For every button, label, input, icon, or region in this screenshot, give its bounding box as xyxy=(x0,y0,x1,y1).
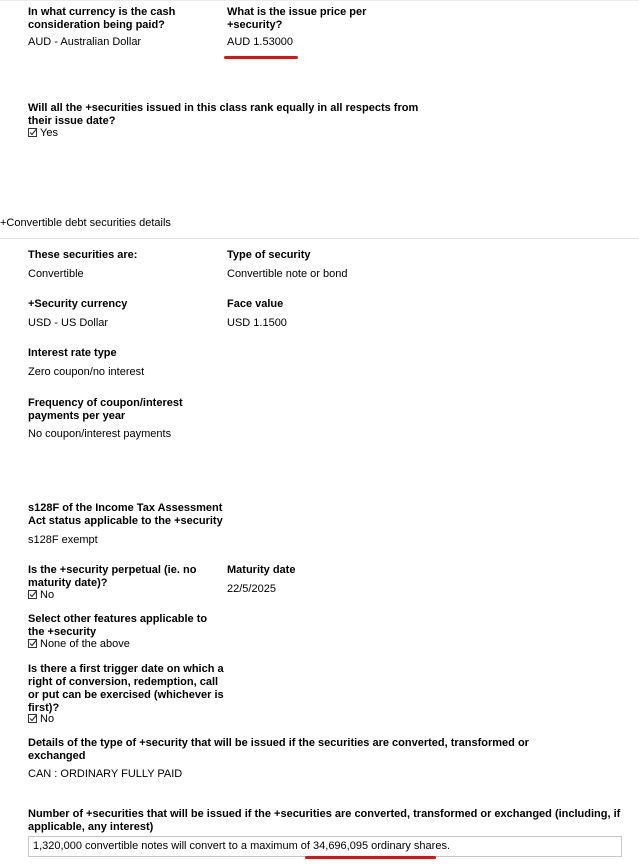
checkbox-checked-icon xyxy=(28,128,37,137)
checkbox-checked-icon xyxy=(28,590,37,599)
trigger-date-question: Is there a first trigger date on which a right of conversion, redemption, call or put can be exercised (whichever is first)? xyxy=(28,663,224,714)
section-divider xyxy=(0,238,639,239)
frequency-answer: No coupon/interest payments xyxy=(28,428,172,440)
maturity-date-answer: 22/5/2025 xyxy=(227,583,276,595)
top-divider xyxy=(0,0,639,1)
number-of-securities-answer: 1,320,000 convertible notes will convert to a maximum of 34,696,095 ordinary shares. xyxy=(28,836,622,857)
s128f-question: s128F of the Income Tax Assessment Act status applicable to the +security xyxy=(28,502,223,527)
perpetual-question: Is the +security perpetual (ie. no maturity date)? xyxy=(28,564,197,589)
issue-price-answer: AUD 1.53000 xyxy=(227,36,294,48)
red-underline-annotation xyxy=(305,856,436,859)
red-underline-annotation xyxy=(224,56,298,59)
maturity-date-question: Maturity date xyxy=(227,564,296,576)
currency-question: In what currency is the cash consideration being paid? xyxy=(28,6,176,31)
trigger-date-answer: No xyxy=(28,713,54,726)
securities-are-answer: Convertible xyxy=(28,268,84,280)
interest-rate-type-answer: Zero coupon/no interest xyxy=(28,366,145,378)
securities-are-question: These securities are: xyxy=(28,249,138,261)
face-value-question: Face value xyxy=(227,298,284,310)
number-of-securities-question: Number of +securities that will be issued if the +securities are converted, transformed or exchanged (including, if applicable, any interest) xyxy=(28,808,621,833)
frequency-question: Frequency of coupon/interest payments per year xyxy=(28,397,183,422)
type-of-security-question: Type of security xyxy=(227,249,311,261)
currency-answer: AUD - Australian Dollar xyxy=(28,36,142,48)
rank-answer: Yes xyxy=(28,127,58,140)
other-features-question: Select other features applicable to the +security xyxy=(28,613,208,638)
converted-type-answer: CAN : ORDINARY FULLY PAID xyxy=(28,768,183,780)
interest-rate-type-question: Interest rate type xyxy=(28,347,117,359)
converted-type-question: Details of the type of +security that will be issued if the securities are converted, transformed or exchanged xyxy=(28,737,529,762)
security-currency-answer: USD - US Dollar xyxy=(28,317,109,329)
security-currency-question: +Security currency xyxy=(28,298,128,310)
face-value-answer: USD 1.1500 xyxy=(227,317,287,329)
checkbox-checked-icon xyxy=(28,714,37,723)
other-features-answer: None of the above xyxy=(28,638,130,651)
type-of-security-answer: Convertible note or bond xyxy=(227,268,348,280)
issue-price-question: What is the issue price per +security? xyxy=(227,6,367,31)
rank-question: Will all the +securities issued in this class rank equally in all respects from their issue date? xyxy=(28,102,419,127)
section-title: +Convertible debt securities details xyxy=(0,217,171,229)
checkbox-checked-icon xyxy=(28,639,37,648)
s128f-answer: s128F exempt xyxy=(28,534,98,546)
perpetual-answer: No xyxy=(28,589,54,602)
